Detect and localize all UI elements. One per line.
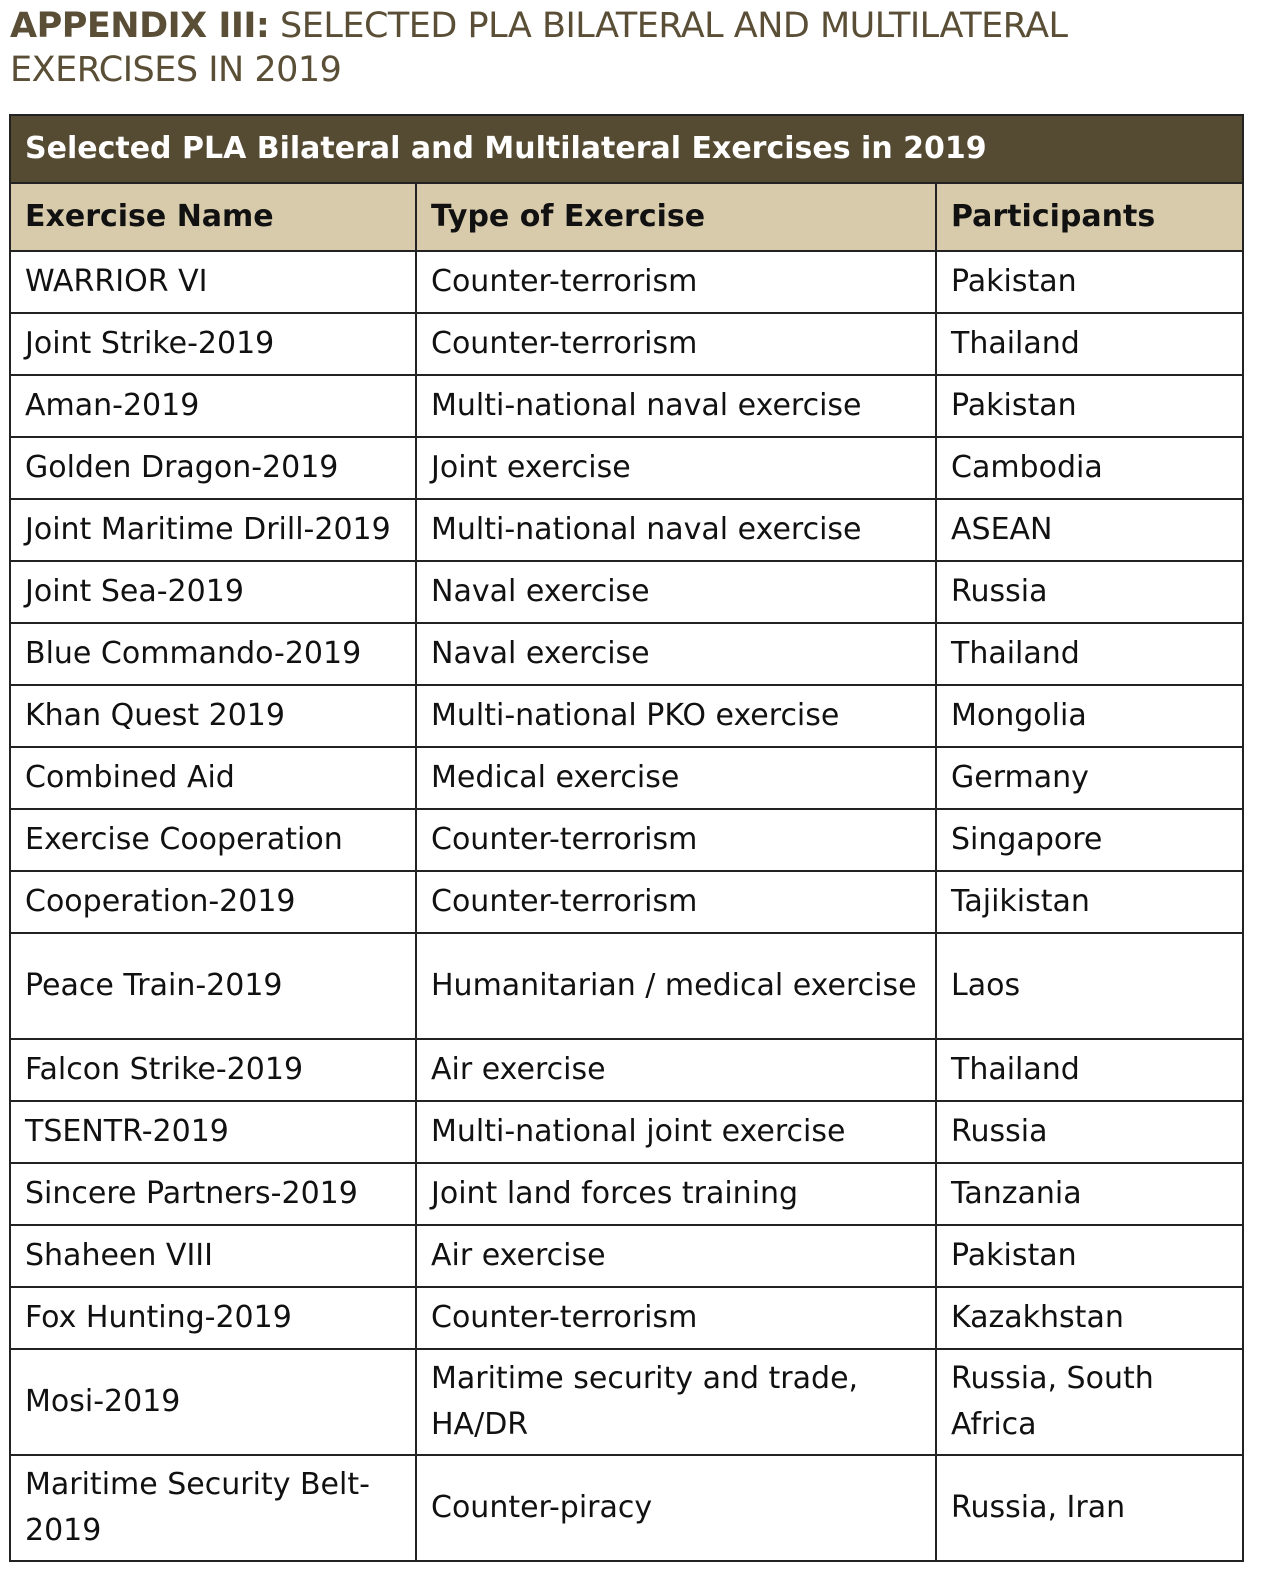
participants-cell: Russia, South Africa (936, 1349, 1243, 1455)
table-row (10, 1039, 1243, 1101)
table-row (10, 623, 1243, 685)
table-row (10, 561, 1243, 623)
column-header-exercise-name: Exercise Name (10, 183, 416, 251)
participants-cell: Germany (936, 747, 1243, 809)
exercise-name-cell: TSENTR-2019 (10, 1101, 416, 1163)
participants-cell: Thailand (936, 1039, 1243, 1101)
exercise-name-cell: Fox Hunting-2019 (10, 1287, 416, 1349)
table-row (10, 251, 1243, 313)
table-row (10, 747, 1243, 809)
table-row (10, 1287, 1243, 1349)
participants-cell: Tanzania (936, 1163, 1243, 1225)
table-row (10, 375, 1243, 437)
exercise-type-cell: Multi-national joint exercise (416, 1101, 936, 1163)
table-row (10, 933, 1243, 1039)
heading-title: SELECTED PLA BILATERAL AND MULTILATERAL EXERCISES IN 2019 (10, 6, 1068, 90)
exercise-name-cell: Joint Sea-2019 (10, 561, 416, 623)
exercise-type-cell: Joint land forces training (416, 1163, 936, 1225)
exercise-type-cell: Counter-terrorism (416, 251, 936, 313)
exercises-table (9, 114, 1244, 1562)
table-row (10, 1163, 1243, 1225)
exercise-name-cell: Blue Commando-2019 (10, 623, 416, 685)
participants-cell: Mongolia (936, 685, 1243, 747)
table-header-row (10, 183, 1243, 251)
exercise-name-cell: Cooperation-2019 (10, 871, 416, 933)
exercise-name-cell: Joint Maritime Drill-2019 (10, 499, 416, 561)
exercise-type-cell: Counter-terrorism (416, 1287, 936, 1349)
exercise-type-cell: Naval exercise (416, 561, 936, 623)
table-row (10, 871, 1243, 933)
participants-cell: Russia (936, 561, 1243, 623)
exercise-type-cell: Multi-national naval exercise (416, 375, 936, 437)
exercise-type-cell: Humanitarian / medical exercise (416, 933, 936, 1039)
exercise-name-cell: Khan Quest 2019 (10, 685, 416, 747)
participants-cell: Kazakhstan (936, 1287, 1243, 1349)
exercise-type-cell: Air exercise (416, 1225, 936, 1287)
exercise-type-cell: Counter-terrorism (416, 871, 936, 933)
exercise-type-cell: Counter-terrorism (416, 809, 936, 871)
participants-cell: Cambodia (936, 437, 1243, 499)
table-title: Selected PLA Bilateral and Multilateral Exercises in 2019 (10, 115, 1243, 183)
exercise-type-cell: Maritime security and trade, HA/DR (416, 1349, 936, 1455)
exercise-name-cell: WARRIOR VI (10, 251, 416, 313)
exercise-type-cell: Multi-national naval exercise (416, 499, 936, 561)
column-header-participants: Participants (936, 183, 1243, 251)
table-row (10, 437, 1243, 499)
table-row (10, 1225, 1243, 1287)
table-row (10, 1349, 1243, 1455)
participants-cell: Pakistan (936, 251, 1243, 313)
exercise-type-cell: Multi-national PKO exercise (416, 685, 936, 747)
exercise-name-cell: Exercise Cooperation (10, 809, 416, 871)
exercise-name-cell: Falcon Strike-2019 (10, 1039, 416, 1101)
exercise-name-cell: Golden Dragon-2019 (10, 437, 416, 499)
exercise-name-cell: Aman-2019 (10, 375, 416, 437)
exercise-name-cell: Maritime Security Belt-2019 (10, 1455, 416, 1561)
table-row (10, 313, 1243, 375)
participants-cell: Pakistan (936, 1225, 1243, 1287)
table-row (10, 499, 1243, 561)
column-header-type-of-exercise: Type of Exercise (416, 183, 936, 251)
exercise-name-cell: Sincere Partners-2019 (10, 1163, 416, 1225)
participants-cell: Russia (936, 1101, 1243, 1163)
exercise-type-cell: Air exercise (416, 1039, 936, 1101)
participants-cell: Singapore (936, 809, 1243, 871)
participants-cell: Pakistan (936, 375, 1243, 437)
table-row (10, 685, 1243, 747)
participants-cell: Laos (936, 933, 1243, 1039)
exercise-type-cell: Naval exercise (416, 623, 936, 685)
exercise-name-cell: Combined Aid (10, 747, 416, 809)
table-title-row (10, 115, 1243, 183)
exercise-type-cell: Counter-terrorism (416, 313, 936, 375)
exercise-type-cell: Counter-piracy (416, 1455, 936, 1561)
participants-cell: Russia, Iran (936, 1455, 1243, 1561)
participants-cell: Thailand (936, 623, 1243, 685)
exercise-name-cell: Peace Train-2019 (10, 933, 416, 1039)
exercise-type-cell: Medical exercise (416, 747, 936, 809)
exercise-name-cell: Joint Strike-2019 (10, 313, 416, 375)
table-row (10, 1455, 1243, 1561)
exercise-name-cell: Shaheen VIII (10, 1225, 416, 1287)
participants-cell: Thailand (936, 313, 1243, 375)
participants-cell: Tajikistan (936, 871, 1243, 933)
exercise-name-cell: Mosi-2019 (10, 1349, 416, 1455)
page-heading (10, 4, 1260, 92)
heading-label: APPENDIX III: (10, 6, 270, 46)
table-row (10, 809, 1243, 871)
exercise-type-cell: Joint exercise (416, 437, 936, 499)
participants-cell: ASEAN (936, 499, 1243, 561)
table-row (10, 1101, 1243, 1163)
